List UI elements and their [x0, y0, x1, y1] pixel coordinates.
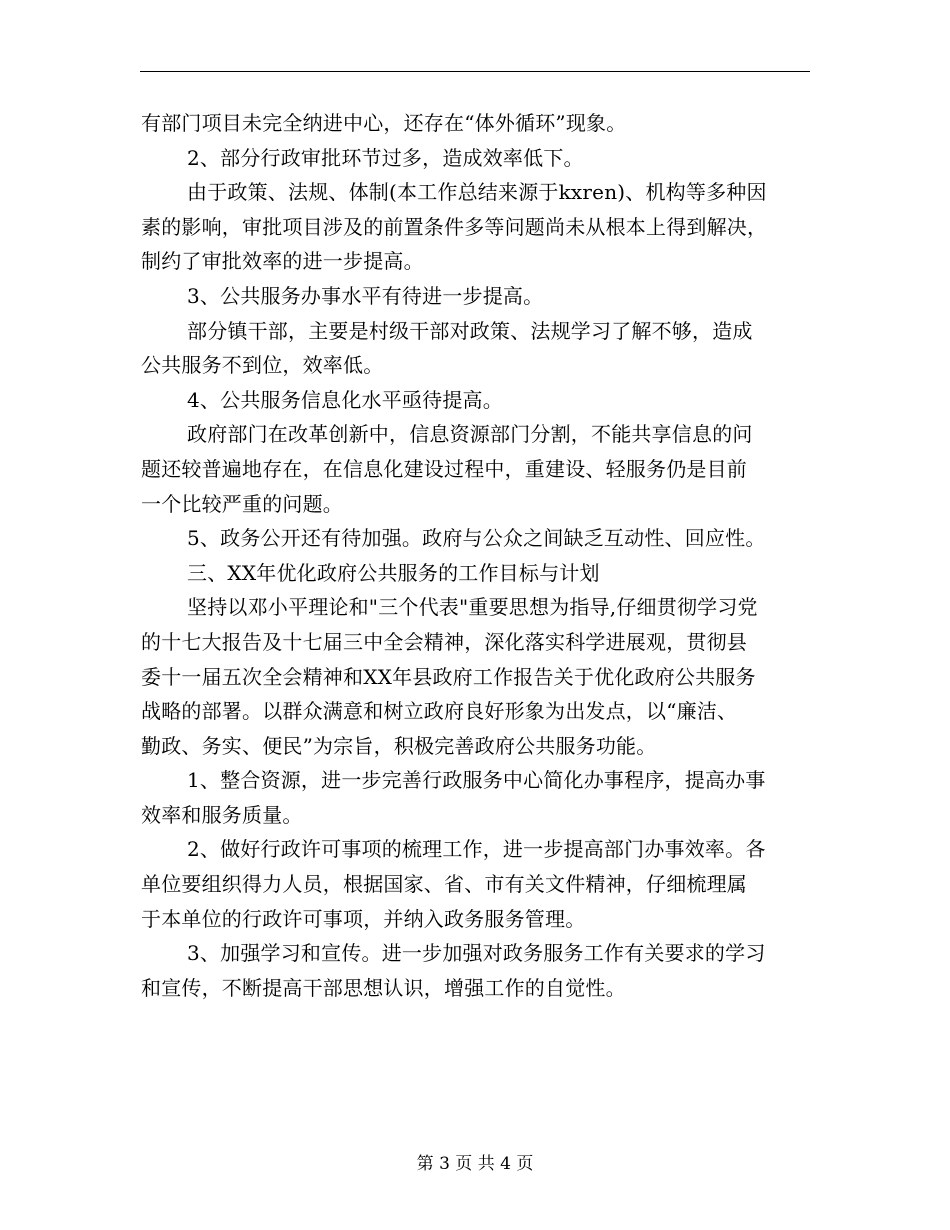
text-line: 勤政、务实、便民”为宗旨，积极完善政府公共服务功能。	[141, 733, 657, 758]
text-line: 部分镇干部，主要是村级干部对政策、法规学习了解不够，造成	[187, 318, 753, 343]
text-line: 4、公共服务信息化水平亟待提高。	[187, 387, 503, 412]
text-line: 2、部分行政审批环节过多，造成效率低下。	[187, 145, 584, 170]
text-line: 的十七大报告及十七届三中全会精神，深化落实科学进展观，贯彻县	[141, 629, 747, 654]
text-line: 政府部门在改革创新中，信息资源部门分割，不能共享信息的问	[187, 422, 753, 447]
text-line: 委十一届五次全会精神和XX年县政府工作报告关于优化政府公共服务	[141, 664, 756, 689]
text-line: 有部门项目未完全纳进中心，还存在“体外循环”现象。	[141, 111, 627, 135]
text-line: 一个比较严重的问题。	[141, 491, 343, 516]
text-line: 公共服务不到位，效率低。	[141, 353, 384, 378]
text-line: 3、公共服务办事水平有待进一步提高。	[187, 283, 544, 308]
text-line: 1、整合资源，进一步完善行政服务中心简化办事程序，提高办事	[187, 768, 766, 793]
text-line: 素的影响，审批项目涉及的前置条件多等问题尚未从根本上得到解决，	[141, 214, 768, 239]
text-line: 制约了审批效率的进一步提高。	[141, 249, 424, 274]
text-line: 题还较普遍地存在，在信息化建设过程中，重建设、轻服务仍是目前	[141, 456, 747, 481]
text-line: 2、做好行政许可事项的梳理工作，进一步提高部门办事效率。各	[187, 837, 766, 862]
text-line: 3、加强学习和宣传。进一步加强对政务服务工作有关要求的学习	[187, 941, 766, 966]
text-line: 坚持以邓小平理论和"三个代表"重要思想为指导,仔细贯彻学习党	[187, 595, 758, 620]
text-line: 和宣传，不断提高干部思想认识，增强工作的自觉性。	[141, 975, 626, 1000]
page-footer: 第 3 页 共 4 页	[416, 1154, 534, 1174]
header-rule	[140, 71, 810, 72]
text-line: 于本单位的行政许可事项，并纳入政务服务管理。	[141, 906, 586, 931]
text-line: 效率和服务质量。	[141, 802, 303, 827]
text-line: 由于政策、法规、体制(本工作总结来源于kxren)、机构等多种因	[187, 180, 767, 205]
text-line: 单位要组织得力人员，根据国家、省、市有关文件精神，仔细梳理属	[141, 872, 747, 897]
text-line: 5、政务公开还有待加强。政府与公众之间缺乏互动性、回应性。	[187, 526, 766, 551]
text-line: 战略的部署。以群众满意和树立政府良好形象为出发点，以“廉洁、	[141, 699, 738, 724]
document-body	[141, 106, 811, 1005]
text-line: 三、XX年优化政府公共服务的工作目标与计划	[187, 560, 600, 585]
